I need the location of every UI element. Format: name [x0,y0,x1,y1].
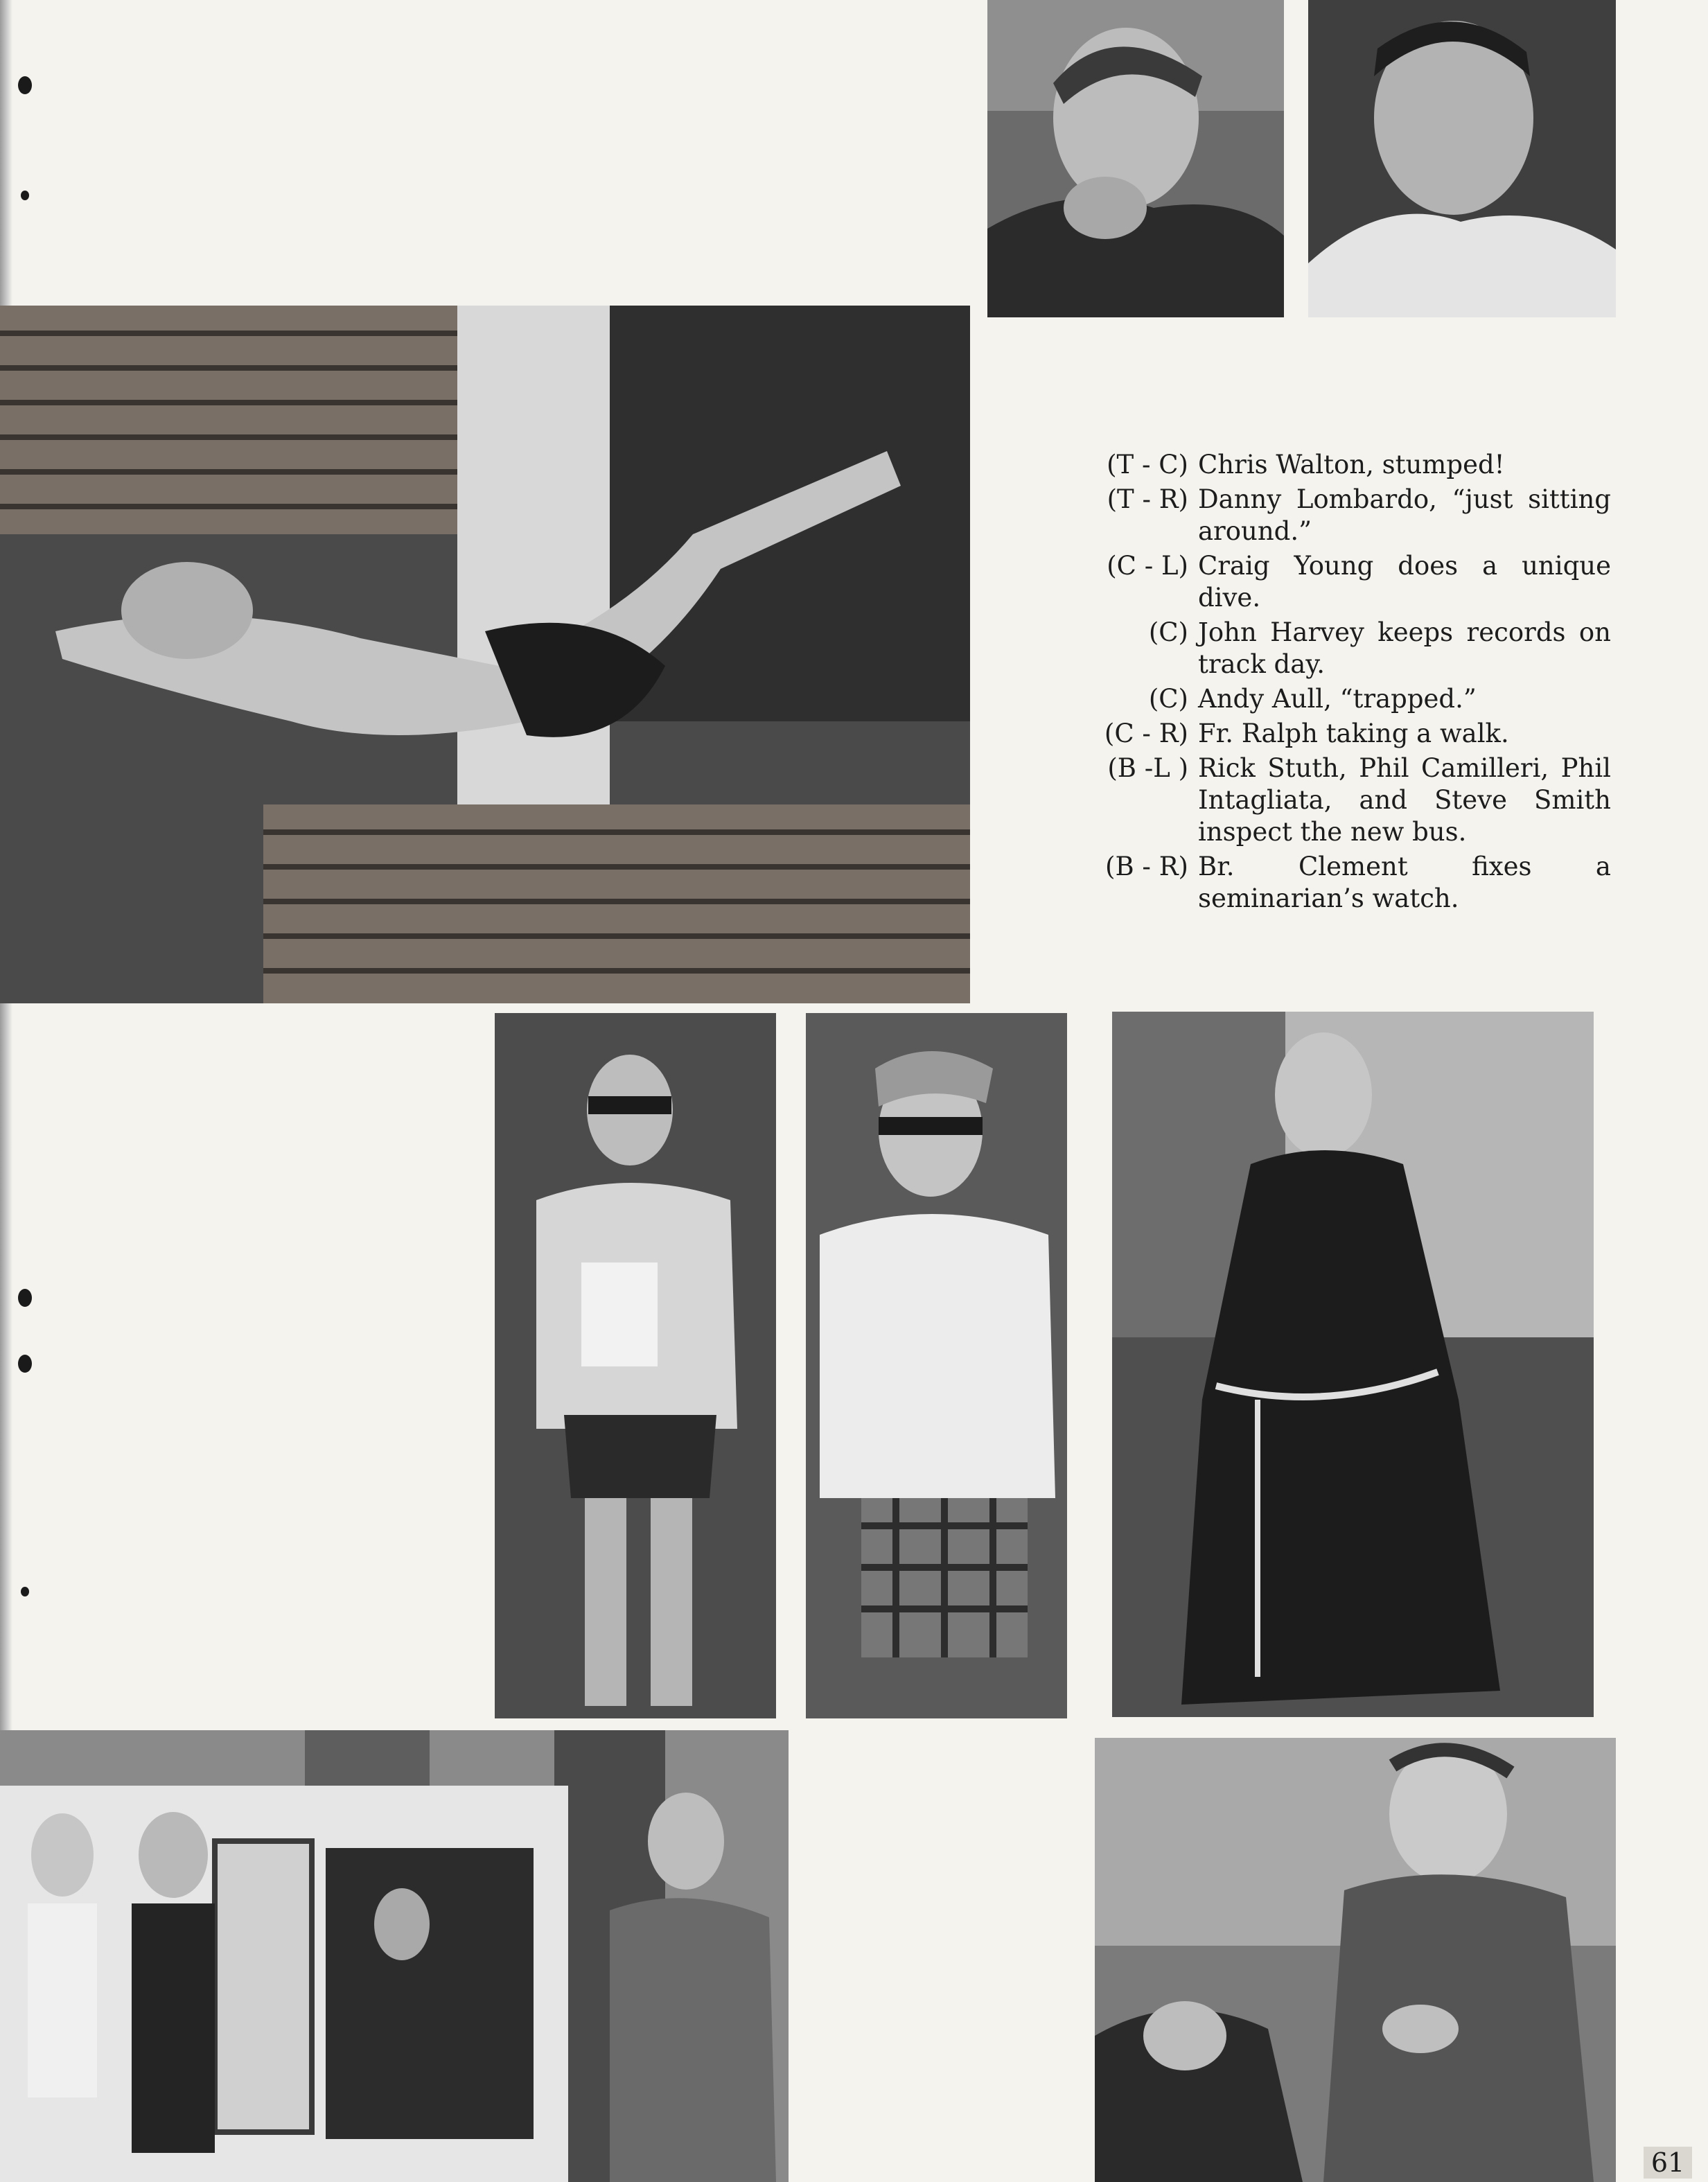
caption-item [1084,683,1611,715]
binding-hole [18,1355,32,1373]
photo-fr-ralph [1112,1012,1594,1717]
caption-position: (C - R) [1104,719,1188,748]
caption-position: (B -L ) [1107,753,1188,783]
caption-text: Andy Aull, “trapped.” [1198,684,1477,714]
caption-position: (C) [1148,617,1188,647]
photo-chris-walton [987,0,1284,317]
caption-position: (C) [1148,684,1188,714]
caption-text: Danny Lombardo, “just sitting around.” [1198,484,1611,546]
caption-position: (B - R) [1105,852,1188,881]
caption-text: Chris Walton, stumped! [1198,450,1505,479]
caption-text: Craig Young does a unique dive. [1198,551,1611,613]
page-number: 61 [1644,2147,1692,2179]
binding-hole [18,76,32,94]
photo-andy-aull [806,1013,1067,1718]
photo-danny-lombardo [1308,0,1616,317]
binding-hole [21,1587,29,1596]
binding-hole [21,191,29,200]
caption-item [1084,718,1611,750]
caption-text: Rick Stuth, Phil Camilleri, Phil Intagliata, and Steve Smith inspect the new bus. [1198,753,1611,847]
photo-john-harvey [495,1013,776,1718]
caption-item [1084,851,1611,915]
caption-item [1084,484,1611,547]
caption-text: John Harvey keeps records on track day. [1198,617,1611,679]
photo-craig-young-dive [0,306,970,1003]
photo-new-bus [0,1730,789,2182]
binding-hole [18,1289,32,1307]
caption-position: (C - L) [1107,551,1188,581]
caption-position: (T - R) [1107,484,1188,514]
caption-item [1084,449,1611,481]
caption-item [1084,753,1611,848]
caption-position: (T - C) [1107,450,1188,479]
caption-list [1084,449,1611,917]
photo-br-clement [1095,1738,1616,2182]
caption-item [1084,550,1611,614]
caption-item [1084,617,1611,680]
caption-text: Fr. Ralph taking a walk. [1198,719,1509,748]
caption-text: Br. Clement fixes a seminarian’s watch. [1198,852,1611,913]
